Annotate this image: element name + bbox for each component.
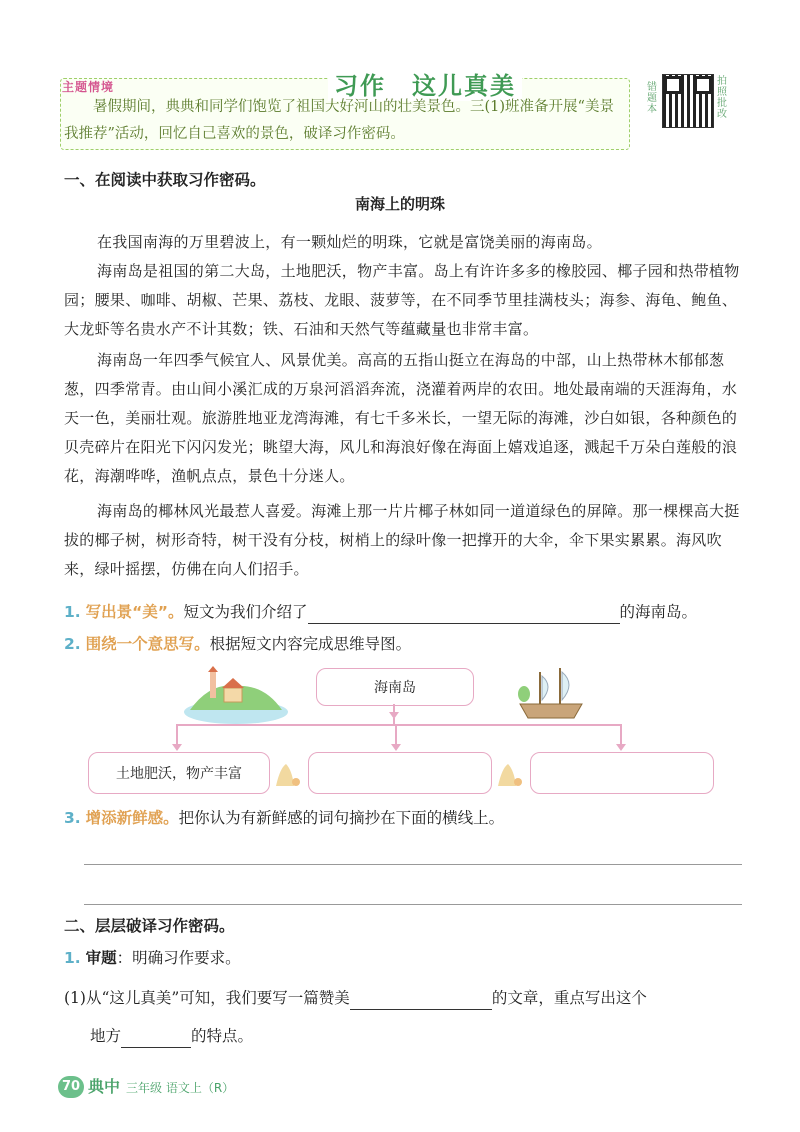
arrow-down-icon (616, 744, 626, 751)
island-illustration (180, 664, 292, 726)
passage-title: 南海上的明珠 (354, 195, 445, 213)
q1-text-before: 短文为我们介绍了 (183, 603, 308, 621)
mindmap-branch-1: 土地肥沃，物产丰富 (88, 752, 270, 794)
section2-sub-1 (64, 986, 647, 1010)
q3-num: 3. (64, 809, 81, 827)
paragraph-3: 海南岛一年四季气候宜人、风景优美。高高的五指山挺立在海岛的中部，山上热带林木郁郁葱葱，四季常青。由山间小溪汇成的万泉河滔滔奔流，浇灌着两岸的农田。地处最南端的天涯海角，水天一色，美丽壮观。旅游胜地亚龙湾海滩，有七千多米长，一望无际的海滩，沙白如银，各种颜色的贝壳碎片在阳光下闪闪发光；眺望大海，风儿和海浪好像在海面上嬉戏追逐，溅起千万朵白莲般的浪花，海潮哗哗，渔帆点点，景色十分迷人。 (64, 351, 738, 485)
question-3 (64, 806, 504, 830)
mindmap-branch-2[interactable] (308, 752, 492, 794)
q1-label: 写出景“美”。 (85, 603, 184, 621)
question-2 (64, 632, 411, 656)
sub1-middle: 的文章，重点写出这个 (491, 989, 647, 1007)
section1-heading: 一、在阅读中获取习作密码。 (64, 171, 266, 189)
sub1-line2-prefix: 地方 (90, 1027, 122, 1045)
grade-label: 三年级 语文上（R） (126, 1081, 235, 1095)
paragraph-1: 在我国南海的万里碧波上，有一颗灿烂的明珠，它就是富饶美丽的海南岛。 (97, 233, 602, 251)
page-title: 习作 这儿真美 (328, 66, 522, 101)
brand-logo: 典中 (88, 1077, 121, 1096)
shell-decoration-icon (272, 762, 302, 788)
section2-sub-1-line2 (90, 1024, 253, 1048)
mindmap-connector-3 (620, 724, 622, 746)
ship-illustration (516, 664, 586, 724)
mindmap-branch-line (176, 724, 622, 726)
q1-num: 1. (64, 603, 81, 621)
intro-text: 暑假期间，典典和同学们饱览了祖国大好河山的壮美景色。三(1)班准备开展“美景我推荐”活动，回忆自己喜欢的景色，破译习作密码。 (64, 99, 614, 142)
mindmap-root: 海南岛 (316, 668, 474, 706)
mindmap-branch-3[interactable] (530, 752, 714, 794)
section2-heading: 二、层层破译习作密码。 (64, 917, 235, 935)
sub1-blank-2[interactable] (121, 1029, 191, 1048)
mindmap-connector-2 (395, 724, 397, 746)
theme-tag: 主题情境 (62, 80, 115, 94)
q2-text: 根据短文内容完成思维导图。 (209, 635, 412, 653)
q3-text: 把你认为有新鲜感的词句摘抄在下面的横线上。 (178, 809, 505, 827)
s2-q1-label: 审题 (85, 949, 117, 967)
sub1-line2-suffix: 的特点。 (191, 1027, 254, 1045)
q2-label: 围绕一个意思写。 (85, 635, 210, 653)
q2-num: 2. (64, 635, 81, 653)
sub1-prefix: (1)从“这儿真美”可知，我们要写一篇赞美 (64, 989, 350, 1007)
arrow-down-icon (172, 744, 182, 751)
page-number: 70 (58, 1076, 84, 1098)
qr-right-label: 拍照批改 (717, 76, 727, 120)
shell-decoration-icon (494, 762, 524, 788)
sub1-blank-1[interactable] (350, 991, 492, 1010)
mindmap-connector-1 (176, 724, 178, 746)
q3-answer-line-2[interactable] (84, 904, 742, 905)
qr-left-label: 错题本 (647, 82, 657, 115)
q3-label: 增添新鲜感。 (85, 809, 179, 827)
qr-code-icon[interactable] (662, 74, 714, 128)
paragraph-4: 海南岛的椰林风光最惹人喜爱。海滩上那一片片椰子林如同一道道绿色的屏障。那一棵棵高大挺拔的椰子树，树形奇特，树干没有分枝，树梢上的绿叶像一把撑开的大伞，伞下果实累累。海风吹来，绿叶摇摆，仿佛在向人们招手。 (64, 502, 740, 578)
section2-question-1 (64, 946, 241, 970)
question-1 (64, 600, 697, 624)
s2-q1-text: ：明确习作要求。 (116, 949, 241, 967)
q3-answer-line-1[interactable] (84, 864, 742, 865)
arrow-down-icon (391, 744, 401, 751)
s2-q1-num: 1. (64, 949, 81, 967)
q1-answer-blank[interactable] (308, 605, 620, 624)
q1-text-after: 的海南岛。 (619, 603, 698, 621)
paragraph-2: 海南岛是祖国的第二大岛，土地肥沃，物产丰富。岛上有许许多多的橡胶园、椰子园和热带植物园；腰果、咖啡、胡椒、芒果、荔枝、龙眼、菠萝等，在不同季节里挂满枝头；海参、海龟、鲍鱼、大龙虾等名贵水产不计其数；铁、石油和天然气等蕴藏量也非常丰富。 (64, 262, 740, 338)
